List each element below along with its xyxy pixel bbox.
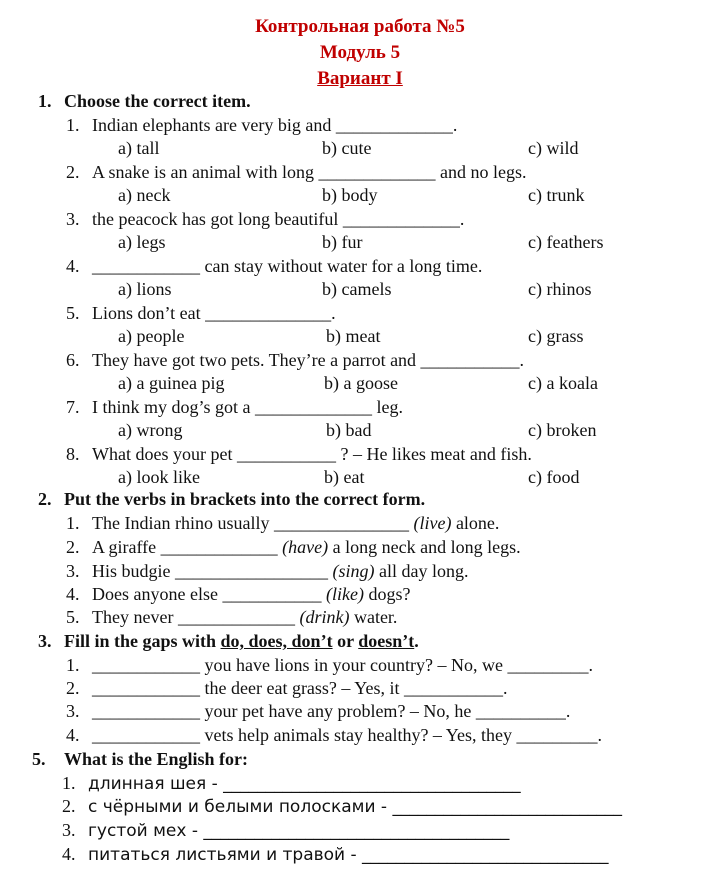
option-b[interactable]: b) eat	[324, 467, 365, 487]
translation-item-1: 1. длинная шея - ___________________________________	[62, 773, 521, 794]
gap-item-1: 1. ____________ you have lions in your country? – No, we _________.	[66, 655, 593, 675]
test-title: Контрольная работа №5	[255, 16, 465, 37]
translation-item-2: 2. с чёрными и белыми полосками - ___________________________	[62, 796, 622, 817]
verb-item-1: 1. The Indian rhino usually _______________ (live) alone.	[66, 513, 500, 533]
option-b[interactable]: b) bad	[326, 420, 372, 440]
option-b[interactable]: b) meat	[326, 326, 381, 346]
question-5: 5. Lions don’t eat ______________.	[66, 303, 336, 323]
option-c[interactable]: c) broken	[528, 420, 597, 440]
section-3-heading: 3. Fill in the gaps with do, does, don’t or doesn’t.	[38, 631, 419, 651]
section-2-heading: 2. Put the verbs in brackets into the correct form.	[38, 489, 426, 509]
option-c[interactable]: c) rhinos	[528, 279, 592, 299]
translation-item-4: 4. питаться листьями и травой - _____________________________	[62, 844, 609, 865]
option-c[interactable]: c) food	[528, 467, 580, 487]
question-2: 2. A snake is an animal with long _____________ and no legs.	[66, 162, 527, 182]
verb-item-2: 2. A giraffe _____________ (have) a long neck and long legs.	[66, 537, 521, 557]
option-c[interactable]: c) trunk	[528, 185, 585, 205]
question-1: 1. Indian elephants are very big and _____________.	[66, 115, 458, 135]
gap-item-2: 2. ____________ the deer eat grass? – Yes, it ___________.	[66, 678, 508, 698]
question-8: 8. What does your pet ___________ ? – He likes meat and fish.	[66, 444, 532, 464]
option-b[interactable]: b) fur	[322, 232, 363, 252]
module-label: Модуль 5	[319, 42, 401, 63]
option-b[interactable]: b) a goose	[324, 373, 398, 393]
option-a[interactable]: a) wrong	[118, 420, 183, 440]
verb-item-3: 3. His budgie _________________ (sing) all day long.	[66, 561, 469, 581]
option-b[interactable]: b) cute	[322, 138, 372, 158]
verb-item-4: 4. Does anyone else ___________ (like) dogs?	[66, 584, 411, 604]
translation-item-3: 3. густой мех - ____________________________________	[62, 820, 510, 841]
option-c[interactable]: c) grass	[528, 326, 584, 346]
question-7: 7. I think my dog’s got a _____________ leg.	[66, 397, 403, 417]
option-c[interactable]: c) wild	[528, 138, 579, 158]
option-a[interactable]: a) neck	[118, 185, 171, 205]
option-a[interactable]: a) lions	[118, 279, 172, 299]
option-b[interactable]: b) body	[322, 185, 378, 205]
section-5-heading: 5. What is the English for:	[32, 749, 249, 769]
variant-label: Вариант I	[317, 68, 403, 89]
gap-item-4: 4. ____________ vets help animals stay healthy? – Yes, they _________.	[66, 725, 602, 745]
option-a[interactable]: a) look like	[118, 467, 200, 487]
option-a[interactable]: a) tall	[118, 138, 160, 158]
verb-item-5: 5. They never _____________ (drink) water.	[66, 607, 398, 627]
section-1-heading: 1. Choose the correct item.	[38, 91, 251, 111]
question-4: 4. ____________ can stay without water for a long time.	[66, 256, 483, 276]
option-a[interactable]: a) people	[118, 326, 185, 346]
option-a[interactable]: a) a guinea pig	[118, 373, 225, 393]
question-6: 6. They have got two pets. They’re a parrot and ___________.	[66, 350, 525, 370]
gap-item-3: 3. ____________ your pet have any problem? – No, he __________.	[66, 701, 571, 721]
option-a[interactable]: a) legs	[118, 232, 166, 252]
option-c[interactable]: c) a koala	[528, 373, 598, 393]
option-c[interactable]: c) feathers	[528, 232, 604, 252]
option-b[interactable]: b) camels	[322, 279, 392, 299]
question-3: 3. the peacock has got long beautiful _____________.	[66, 209, 465, 229]
